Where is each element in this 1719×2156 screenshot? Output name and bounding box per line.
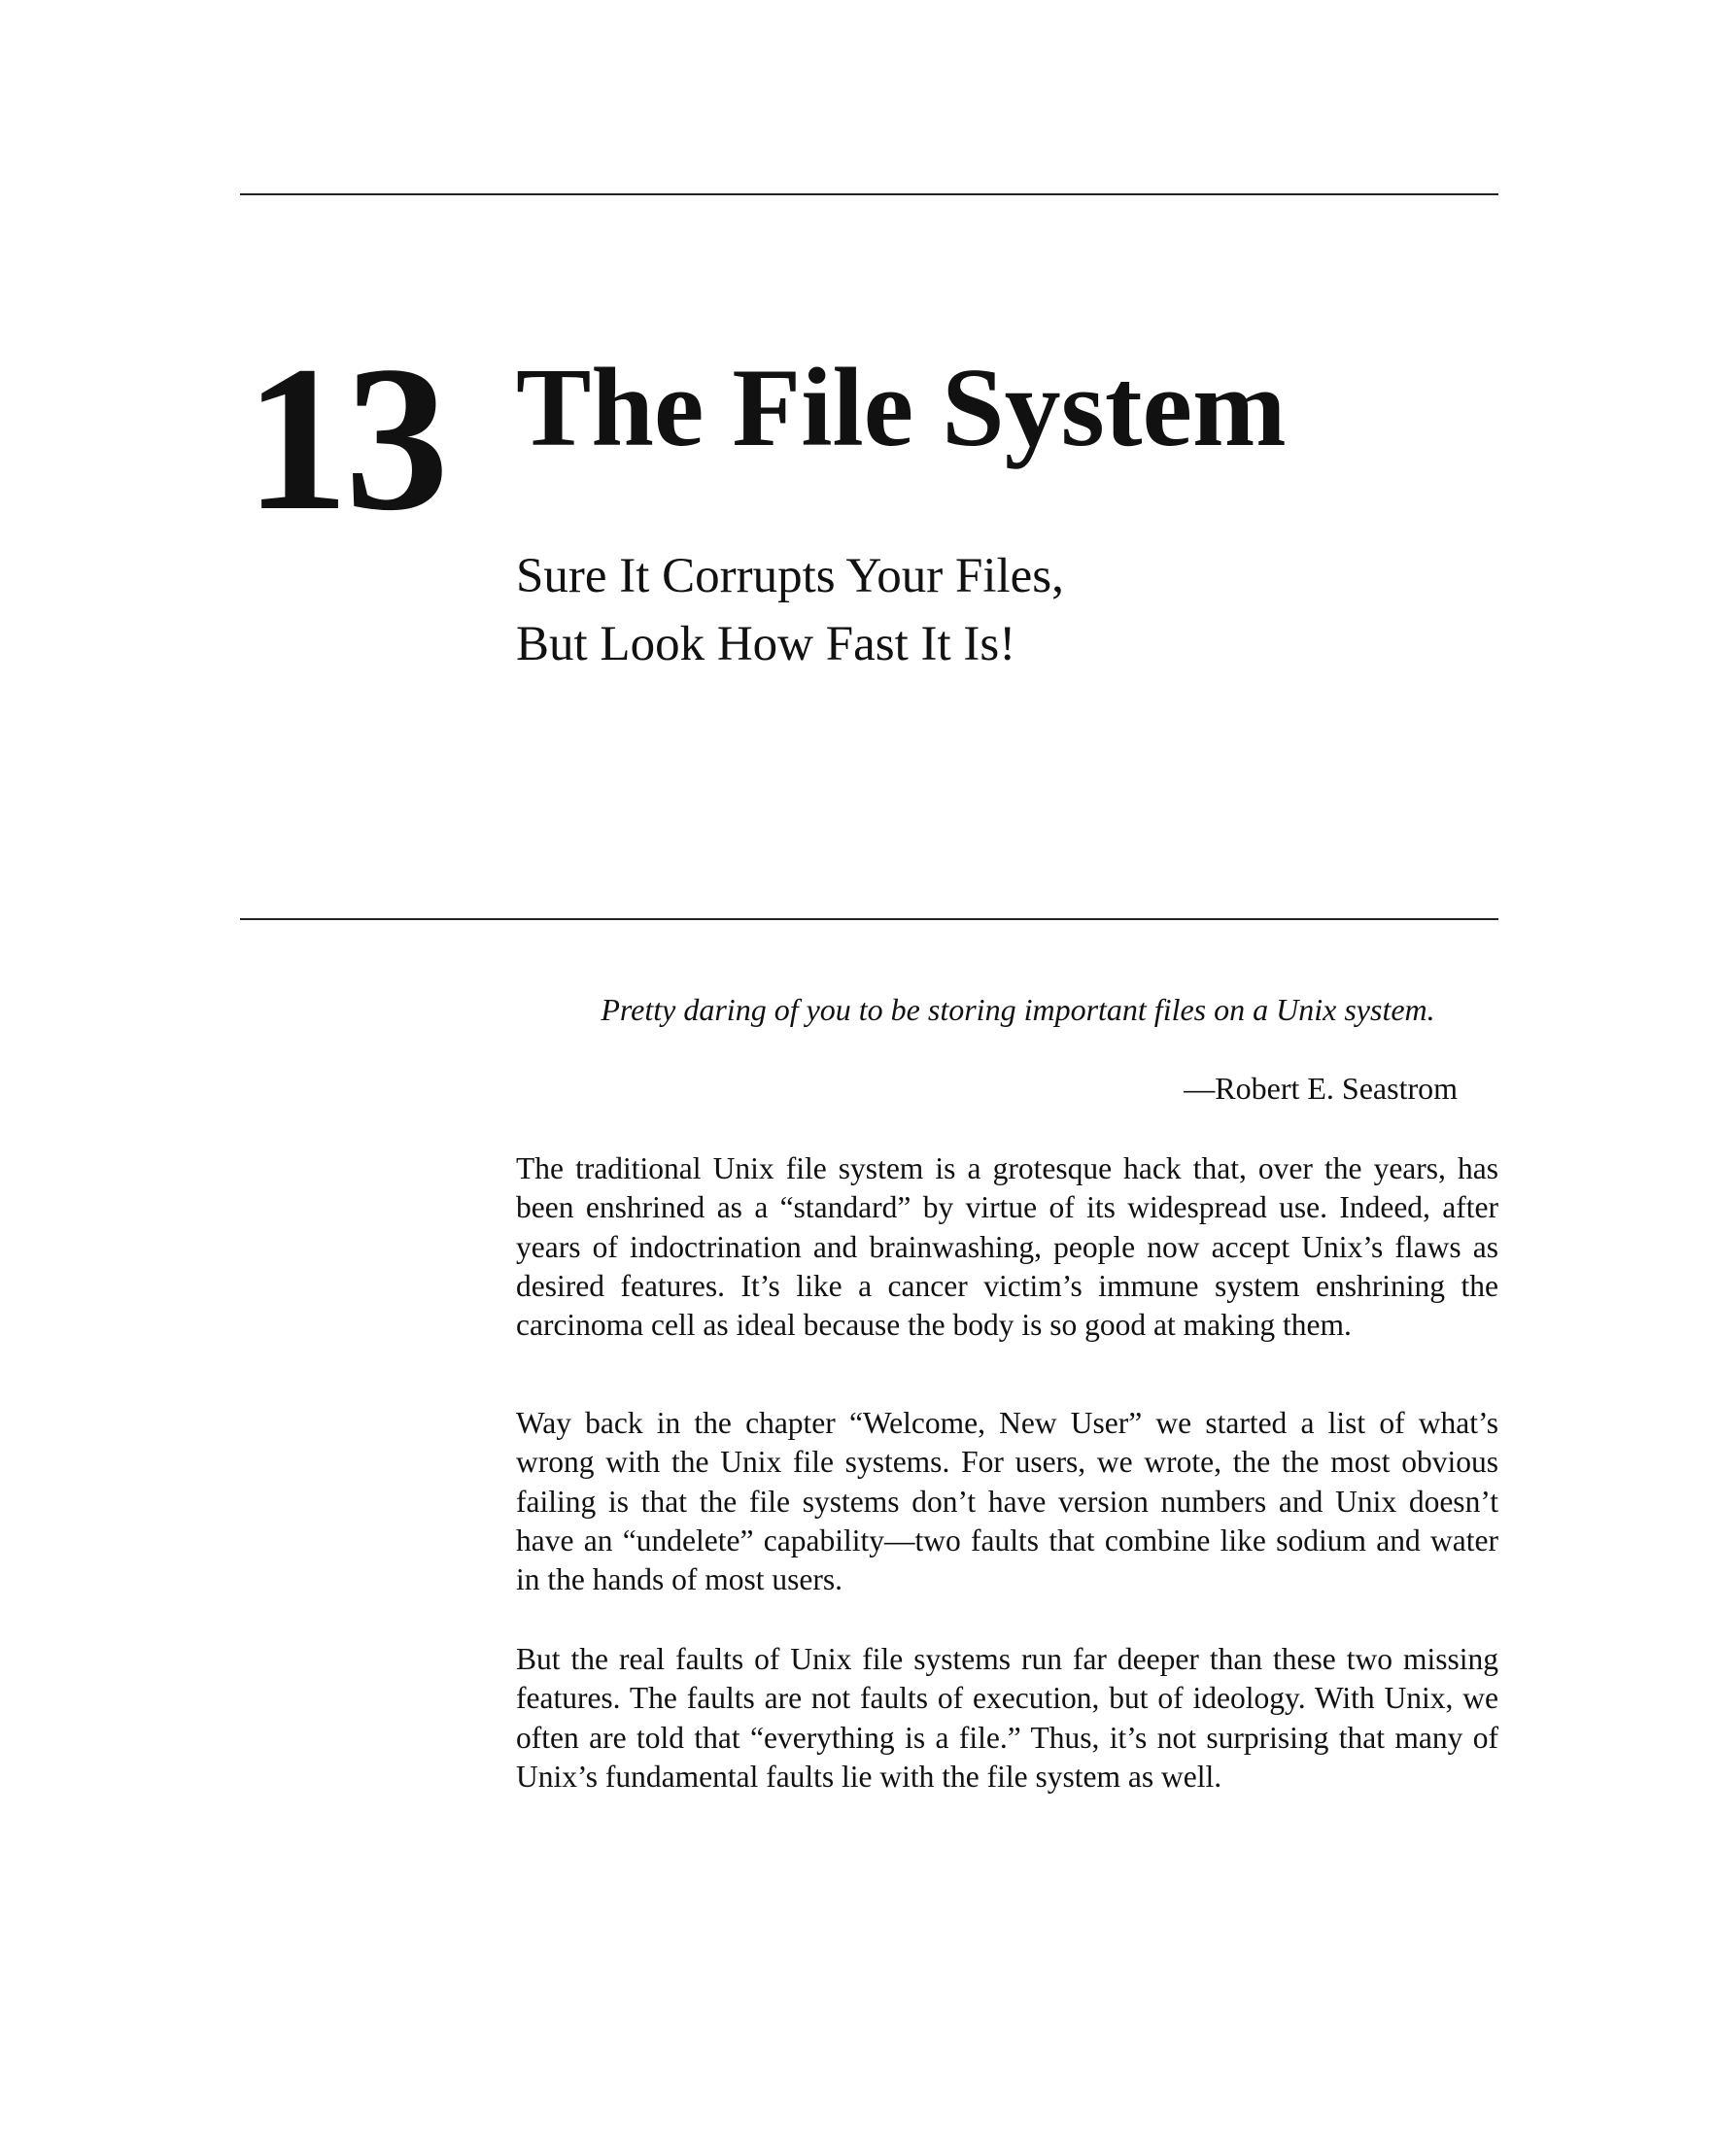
chapter-title: The File System: [516, 346, 1287, 470]
body-paragraph: The traditional Unix file system is a grotesque hack that, over the years, has been enshrined as a “standard” by virtue of its widespread use. Indeed, after years of indoctrination and brainwashing, people now accept Unix’s flaws as desired features. It’s like a cancer victim’s immune system enshrining the carcinoma cell as ideal because the body is so good at making them.: [516, 1151, 1498, 1343]
epigraph-attribution: —Robert E. Seastrom: [1184, 1071, 1458, 1106]
subtitle-line: But Look How Fast It Is!: [516, 617, 1016, 671]
body-paragraph: Way back in the chapter “Welcome, New User” we started a list of what’s wrong with the Unix file systems. For users, we wrote, the the most obvious failing is that the file systems don’t have version numbers and Unix doesn’t have an “undelete” capability—two faults that combine like sodium and water in the hands of most users.: [516, 1406, 1498, 1597]
body-paragraph: But the real faults of Unix file systems run far deeper than these two missing features. The faults are not faults of execution, but of ideology. With Unix, we often are told that “everything is a file.” Thus, it’s not surprising that many of Unix’s fundamental faults lie with the file system as well.: [516, 1642, 1498, 1794]
epigraph-quote: Pretty daring of you to be storing important files on a Unix system.: [601, 992, 1435, 1027]
top-horizontal-rule: [240, 193, 1498, 195]
bottom-horizontal-rule: [240, 918, 1498, 920]
chapter-number: 13: [245, 324, 445, 554]
chapter-subtitle: [516, 542, 1064, 678]
subtitle-line: Sure It Corrupts Your Files,: [516, 549, 1064, 603]
